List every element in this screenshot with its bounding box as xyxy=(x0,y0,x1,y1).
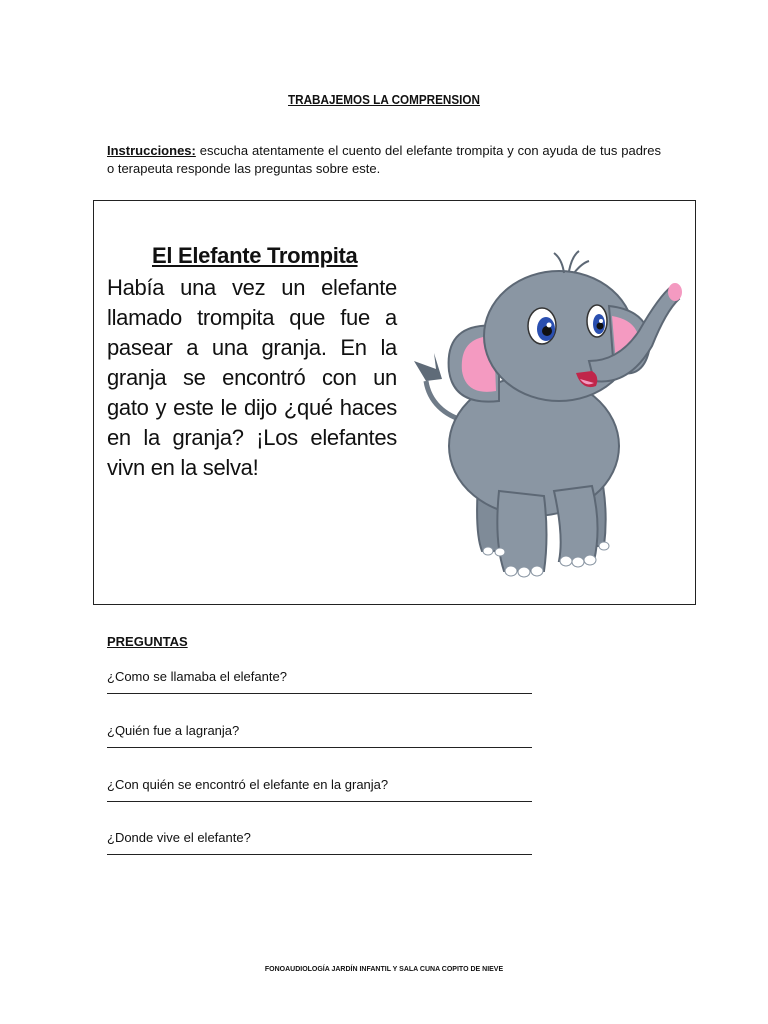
page-title: TRABAJEMOS LA COMPRENSION xyxy=(288,92,480,107)
answer-line[interactable] xyxy=(107,741,532,748)
question-1 xyxy=(107,669,537,694)
answer-line[interactable] xyxy=(107,687,532,694)
story-box xyxy=(93,200,696,605)
instructions-label: Instrucciones: xyxy=(107,143,196,158)
questions-heading: PREGUNTAS xyxy=(107,634,188,649)
question-text: ¿Quién fue a lagranja? xyxy=(107,723,240,738)
footer: FONOAUDIOLOGÍA JARDÍN INFANTIL Y SALA CUNA COPITO DE NIEVE xyxy=(264,966,504,973)
answer-line[interactable] xyxy=(107,795,532,802)
answer-line[interactable] xyxy=(107,848,532,855)
question-2 xyxy=(107,723,537,748)
elephant-illustration xyxy=(404,241,689,586)
question-3 xyxy=(107,777,537,802)
question-4 xyxy=(107,830,537,855)
instructions-text: escucha atentamente el cuento del elefante trompita y con ayuda de tus padres o terapeuta responde las preguntas sobre este. xyxy=(107,143,661,176)
instructions xyxy=(107,142,661,178)
question-text: ¿Donde vive el elefante? xyxy=(107,830,251,845)
story-title: El Elefante Trompita xyxy=(152,243,358,268)
question-text: ¿Con quién se encontró el elefante en la granja? xyxy=(107,777,389,792)
story-text: Había una vez un elefante llamado trompita que fue a pasear a una granja. En la granja se encontró con un gato y este le dijo ¿qué haces en la granja? ¡Los elefantes vivn en la selva! xyxy=(107,275,397,480)
question-text: ¿Como se llamaba el elefante? xyxy=(107,669,287,684)
